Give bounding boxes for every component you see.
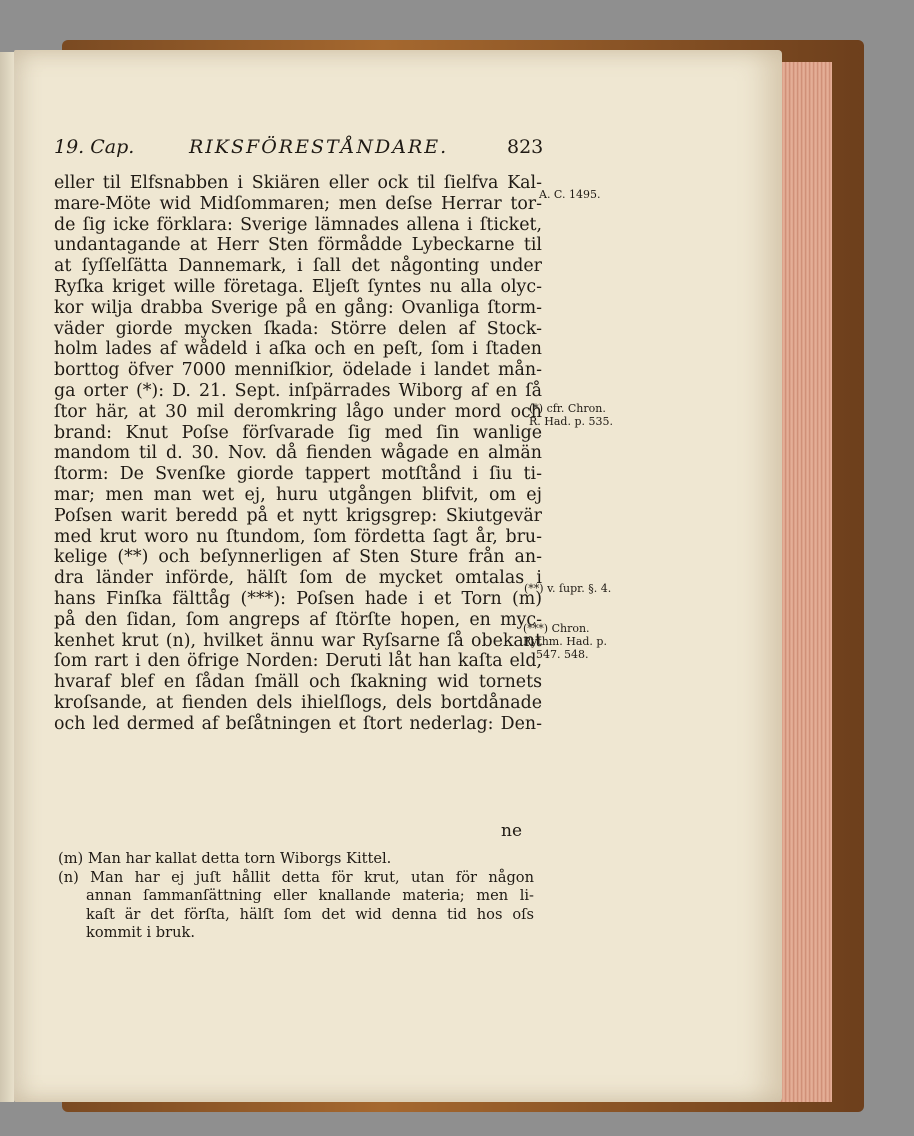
text-line: de ſig icke förklara: Sverige lämnades allena i ſticket, xyxy=(54,214,542,235)
text-line: kenhet krut (n), hvilket ännu war Ryſsarne ſå obekant xyxy=(54,630,542,651)
text-line: ſtor här, at 30 mil deromkring lågo under mord och xyxy=(54,401,542,422)
footnotes xyxy=(58,850,534,943)
margin-note: 547. 548. xyxy=(536,648,589,661)
text-line: mar; men man wet ej, huru utgången blifvit, om ej xyxy=(54,484,542,505)
margin-note: Rythm. Had. p. xyxy=(523,635,607,648)
footnote-line: (m) Man har kallat detta torn Wiborgs Kittel. xyxy=(58,850,392,867)
body-text xyxy=(54,173,542,735)
footnote-line: kaſt är det förſta, hälſt ſom det wid denna tid hos oſs xyxy=(86,905,534,923)
text-line: kor wilja drabba Sverige på en gång: Ovanliga ſtorm- xyxy=(54,297,542,318)
chapter-label: 19. Cap. xyxy=(54,136,135,158)
running-title: RIKSFÖRESTÅNDARE. xyxy=(189,136,449,158)
running-header xyxy=(54,136,554,164)
text-line: med krut woro nu ſtundom, ſom fördetta ſagt år, bru- xyxy=(54,526,542,547)
text-line: eller til Elfsnabben i Skiären eller ock til ſielfva Kal- xyxy=(54,173,542,193)
text-line: undantagande at Herr Sten förmådde Lybeckarne til xyxy=(54,235,542,256)
text-line: ſom rart i den öfrige Norden: Deruti låt han kaſta eld, xyxy=(54,651,542,672)
previous-page-edge xyxy=(0,52,14,1102)
text-line: brand: Knut Poſse förſvarade ſig med ſin wanlige xyxy=(54,422,542,443)
text-line: at ſyſſelſätta Dannemark, i ſall det någonting under xyxy=(54,256,542,277)
text-line: mandom til d. 30. Nov. då fienden wågade en almän xyxy=(54,443,542,464)
footnote-line: (n) Man har ej juſt hållit detta för krut, utan för någon xyxy=(58,868,534,886)
catchword: ne xyxy=(501,821,523,841)
text-line: kroſsande, at fienden dels ihielſlogs, dels bortdånade xyxy=(54,692,542,713)
text-line: Poſsen warit beredd på et nytt krigsgrep: Skiutgevär xyxy=(54,505,542,526)
text-line: på den ſidan, ſom angreps af ſtörſte hopen, en myc- xyxy=(54,609,542,630)
text-line: borttog öfver 7000 menniſkior, ödelade i landet mån- xyxy=(54,360,542,381)
page-number: 823 xyxy=(507,136,544,158)
margin-note: R. Had. p. 535. xyxy=(529,415,613,428)
text-line: holm lades af wådeld i aſka och en peſt, ſom i ſtaden xyxy=(54,339,542,360)
text-line: väder giorde mycken ſkada: Större delen af Stock- xyxy=(54,318,542,339)
text-line: Ryſka kriget wille företaga. Eljeſt ſyntes nu alla olyc- xyxy=(54,276,542,297)
margin-note: (*) cfr. Chron. xyxy=(529,402,606,415)
book-page xyxy=(14,50,782,1102)
margin-note: (**) v. ſupr. §. 4. xyxy=(524,582,612,595)
text-line: hans Finſka fälttåg (***): Poſsen hade i et Torn (m) xyxy=(54,588,542,609)
margin-year: A. C. 1495. xyxy=(539,188,601,201)
text-line: mare-Möte wid Midſommaren; men deſse Herrar tor- xyxy=(54,193,542,214)
text-line: ſtorm: De Svenſke giorde tappert motſtånd i ſiu ti- xyxy=(54,464,542,485)
footnote-line: annan ſammanſättning eller knallande materia; men li- xyxy=(86,887,534,904)
text-line: hvaraf blef en ſådan ſmäll och ſkakning wid tornets xyxy=(54,672,542,693)
text-line: dra länder införde, hälſt ſom de mycket omtalas i xyxy=(54,568,542,589)
margin-note: (***) Chron. xyxy=(523,622,590,635)
text-line: kelige (**) och beſynnerligen af Sten Sture från an- xyxy=(54,547,542,568)
text-line: ga orter (*): D. 21. Sept. inſpärrades Wiborg af en ſå xyxy=(54,380,542,401)
footnote-line: kommit i bruk. xyxy=(86,924,195,941)
text-line: och led dermed af beſåtningen et ſtort nederlag: Den- xyxy=(54,713,542,734)
